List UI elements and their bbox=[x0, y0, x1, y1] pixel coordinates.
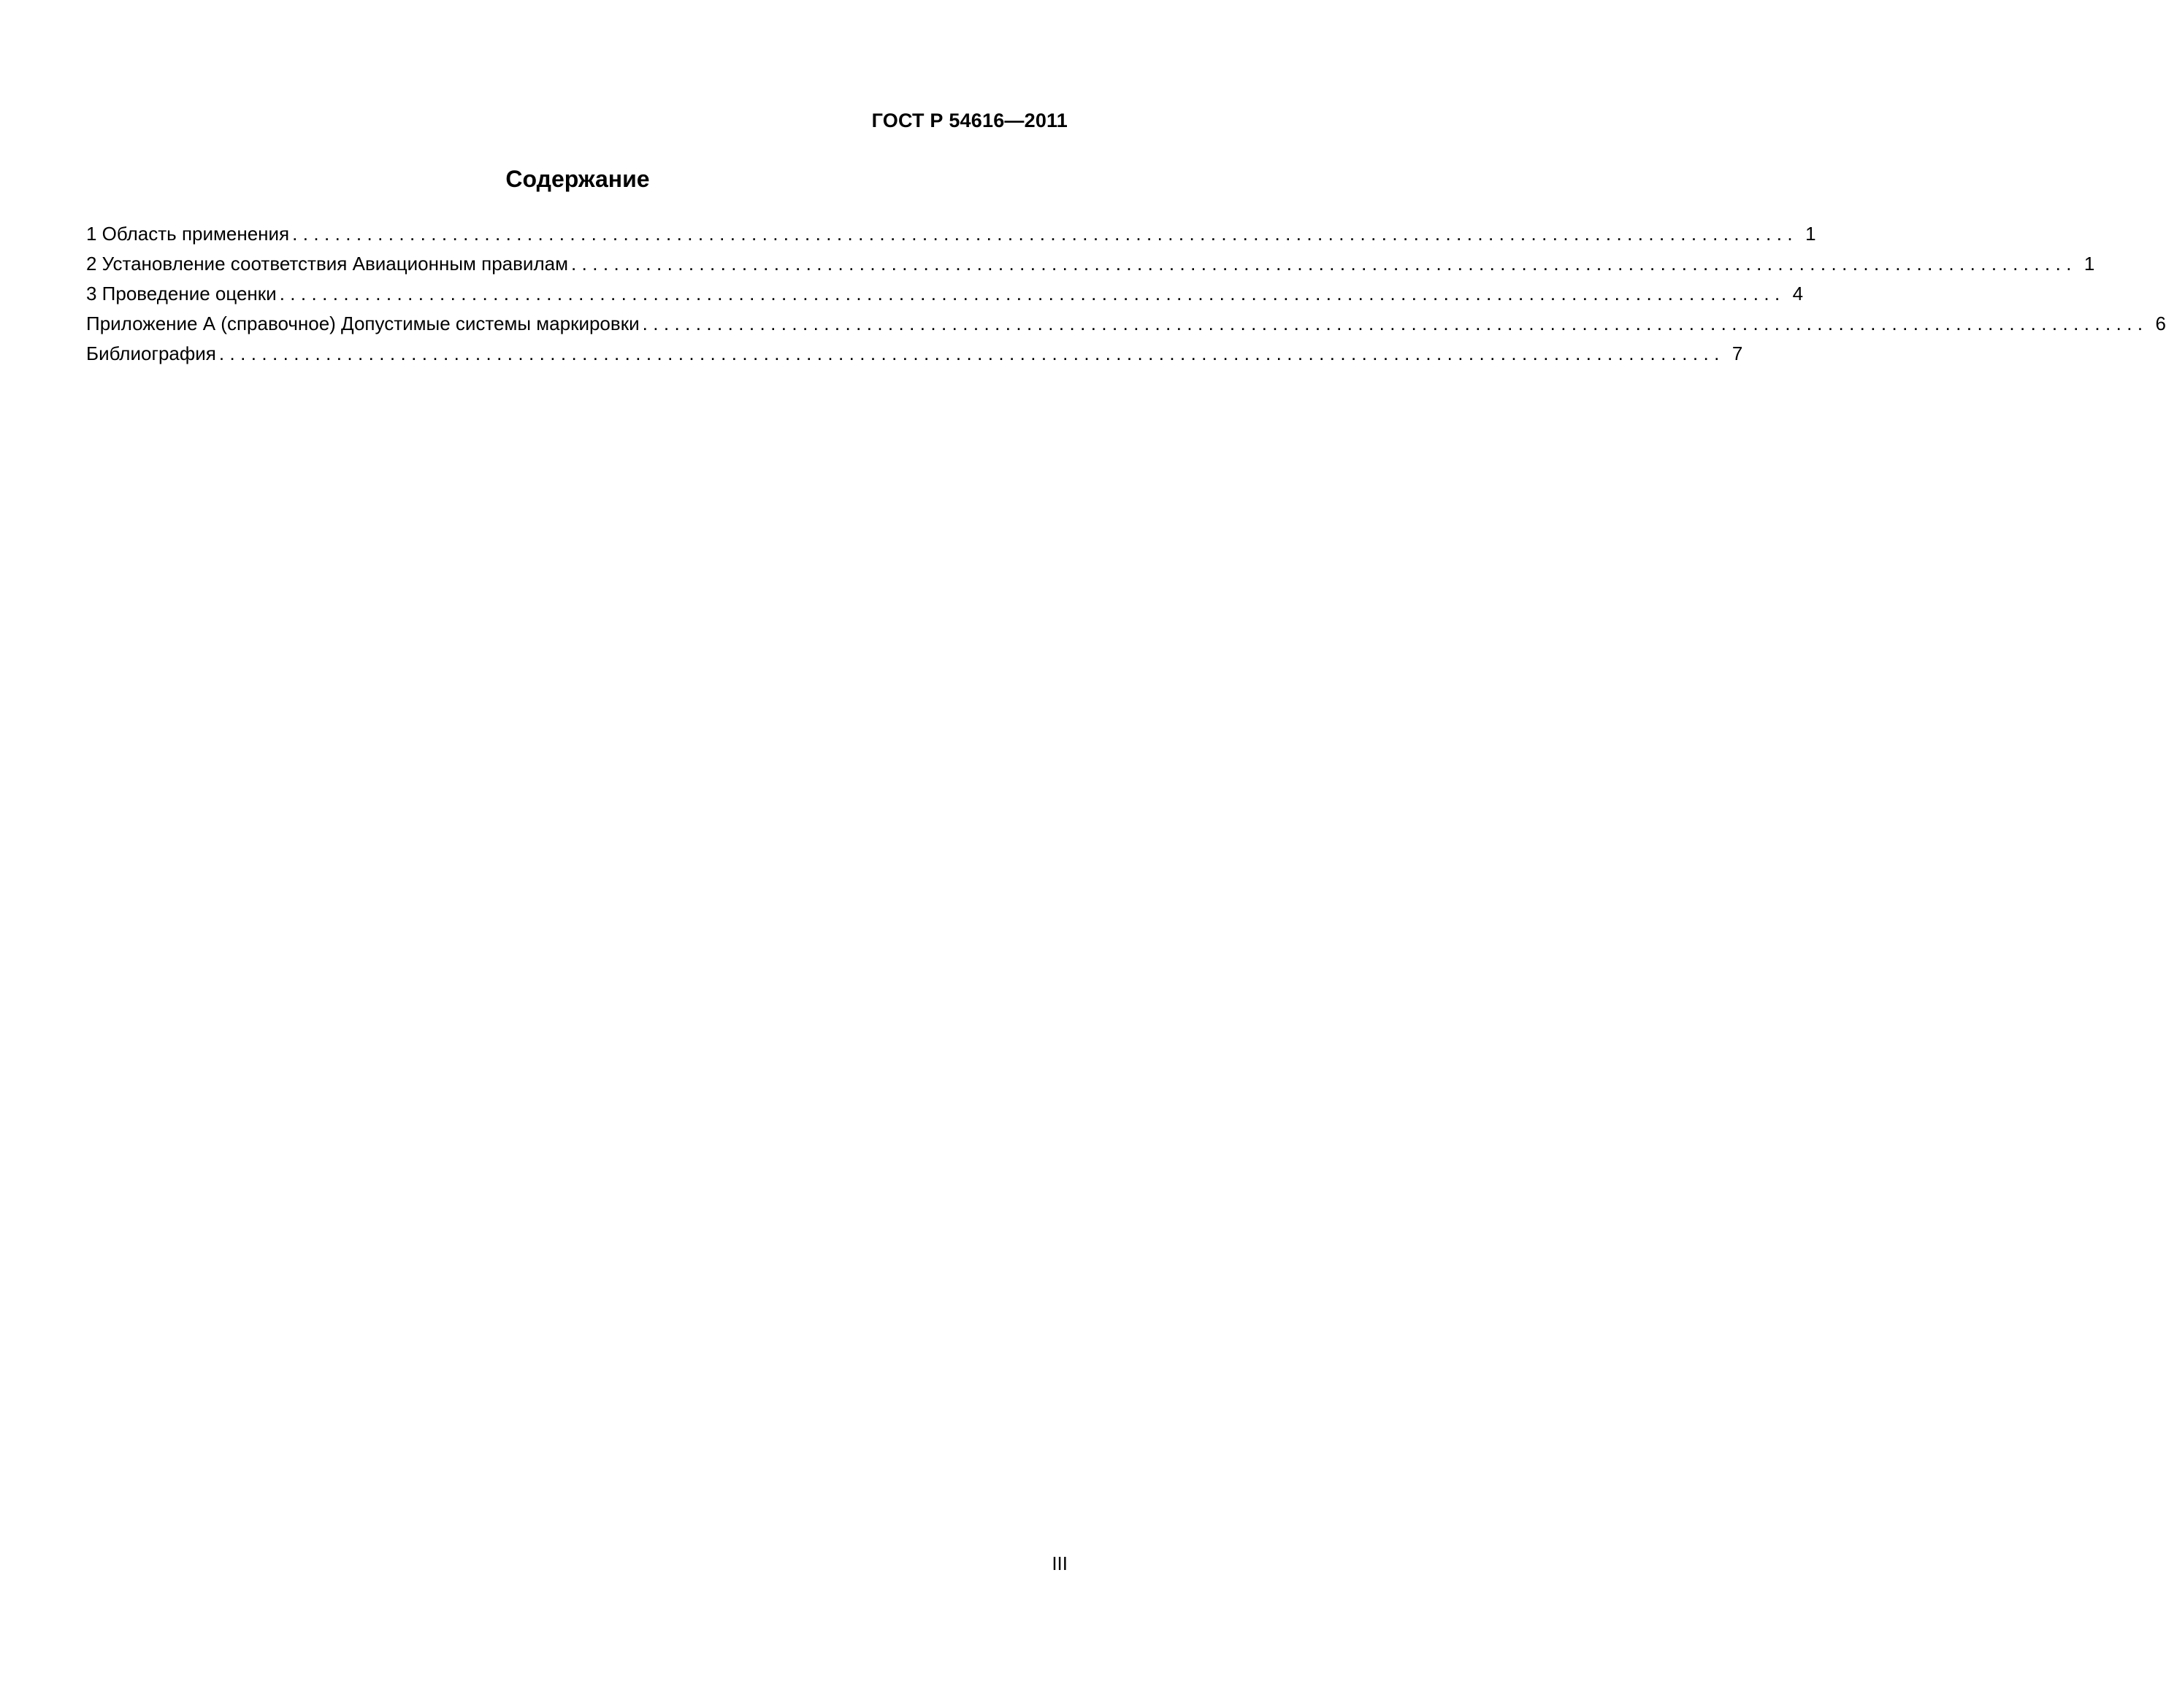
document-code: ГОСТ Р 54616—2011 bbox=[871, 110, 1068, 131]
toc-entry-page: 6 bbox=[2155, 313, 2166, 334]
toc-entry-page: 7 bbox=[1731, 342, 1743, 364]
table-of-contents bbox=[86, 219, 2166, 369]
toc-dot-leader: ............................................................................................................................................. bbox=[292, 223, 1799, 245]
toc-dot-leader: ............................................................................................................................................. bbox=[279, 283, 1786, 305]
toc-entry-appendix-a[interactable] bbox=[86, 309, 2166, 339]
toc-entry-label: 1 Область применения bbox=[86, 223, 290, 245]
page-number: III bbox=[1052, 1552, 1068, 1574]
toc-dot-leader: ............................................................................................................................................. bbox=[570, 253, 2077, 275]
toc-entry-scope[interactable] bbox=[86, 219, 1816, 249]
toc-entry-label: Приложение А (справочное) Допустимые системы маркировки bbox=[86, 313, 640, 334]
toc-entry-label: 2 Установление соответствия Авиационным правилам bbox=[86, 253, 568, 275]
toc-entry-page: 4 bbox=[1792, 283, 1804, 305]
toc-entry-page: 1 bbox=[2083, 253, 2095, 275]
toc-entry-label: 3 Проведение оценки bbox=[86, 283, 277, 305]
toc-entry-page: 1 bbox=[1805, 223, 1816, 245]
toc-dot-leader: ............................................................................................................................................. bbox=[218, 342, 1725, 364]
toc-entry-assessment[interactable] bbox=[86, 279, 1804, 309]
toc-title: Содержание bbox=[505, 166, 650, 192]
toc-entry-compliance[interactable] bbox=[86, 249, 2095, 279]
toc-dot-leader: ............................................................................................................................................. bbox=[642, 313, 2148, 334]
toc-entry-label: Библиография bbox=[86, 342, 216, 364]
toc-entry-bibliography[interactable] bbox=[86, 339, 1743, 369]
